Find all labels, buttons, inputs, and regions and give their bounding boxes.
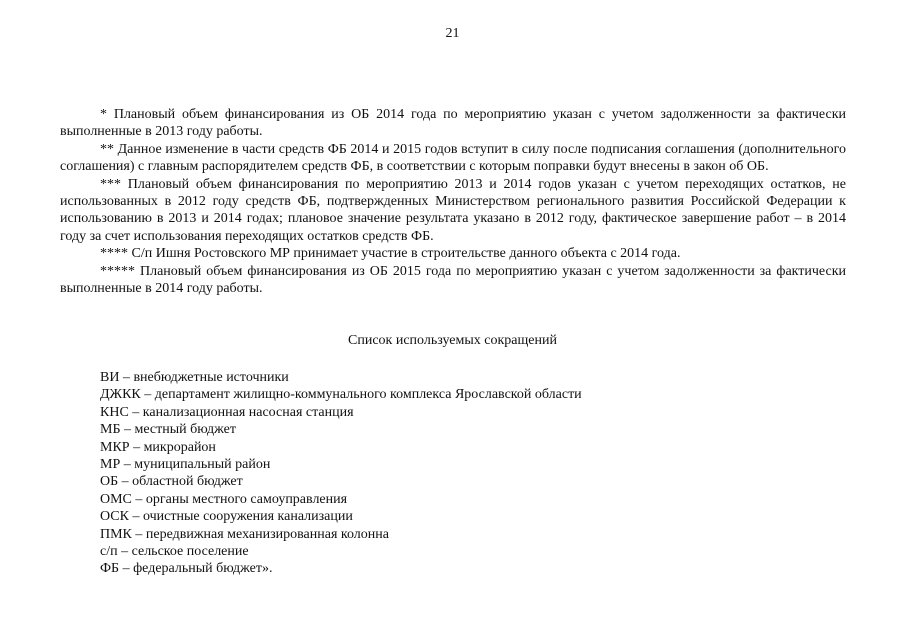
abbreviation-item: КНС – канализационная насосная станция [100,404,354,420]
abbreviation-item: ОБ – областной бюджет [100,474,243,490]
abbreviation-item: ВИ – внебюджетные источники [100,370,289,385]
abbreviation-item: МР – муниципальный район [100,457,271,473]
abbreviation-item: ПМК – передвижная механизированная колонна [100,526,389,542]
footnote-2: ** Данное изменение в части средств ФБ 2014 и 2015 годов вступит в силу после подписания соглашения (дополнительного соглашения) с главным распорядителем средств ФБ, в соответствии с которым поправки будут внесены в закон об ОБ. [60,141,846,175]
footnote-4: **** С/п Ишня Ростовского МР принимает участие в строительстве данного объекта с 2014 года. [100,246,681,262]
abbreviation-item: ОМС – органы местного самоуправления [100,491,348,507]
abbreviation-item: ДЖКК – департамент жилищно-коммунального комплекса Ярославской области [100,387,582,403]
footnote-1: * Плановый объем финансирования из ОБ 2014 года по мероприятию указан с учетом задолженности за фактически выполненные в 2013 году работы. [60,107,846,140]
abbreviation-item: МКР – микрорайон [100,439,216,455]
abbreviations-title: Список используемых сокращений [348,333,557,348]
abbreviation-item: ФБ – федеральный бюджет». [100,561,273,577]
abbreviation-item: МБ – местный бюджет [100,422,236,438]
page-number: 21 [445,26,460,41]
abbreviation-item: с/п – сельское поселение [100,544,249,560]
footnotes [60,106,846,297]
footnote-5: ***** Плановый объем финансирования из ОБ 2015 года по мероприятию указан с учетом задолженности за фактически выполненные в 2014 году работы. [60,263,846,297]
footnote-3: *** Плановый объем финансирования по мероприятию 2013 и 2014 годов указан с учетом переходящих остатков, не использованных в 2012 году средств ФБ, подтвержденных Министерством регионального развития Российской Федерации к использованию в 2013 и 2014 годах; плановое значение результата указано в 2012 году, фактическое завершение работ – в 2014 году за счет использования переходящих остатков средств ФБ. [60,176,846,244]
abbreviation-item: ОСК – очистные сооружения канализации [100,509,353,525]
abbreviations-list [100,369,582,578]
